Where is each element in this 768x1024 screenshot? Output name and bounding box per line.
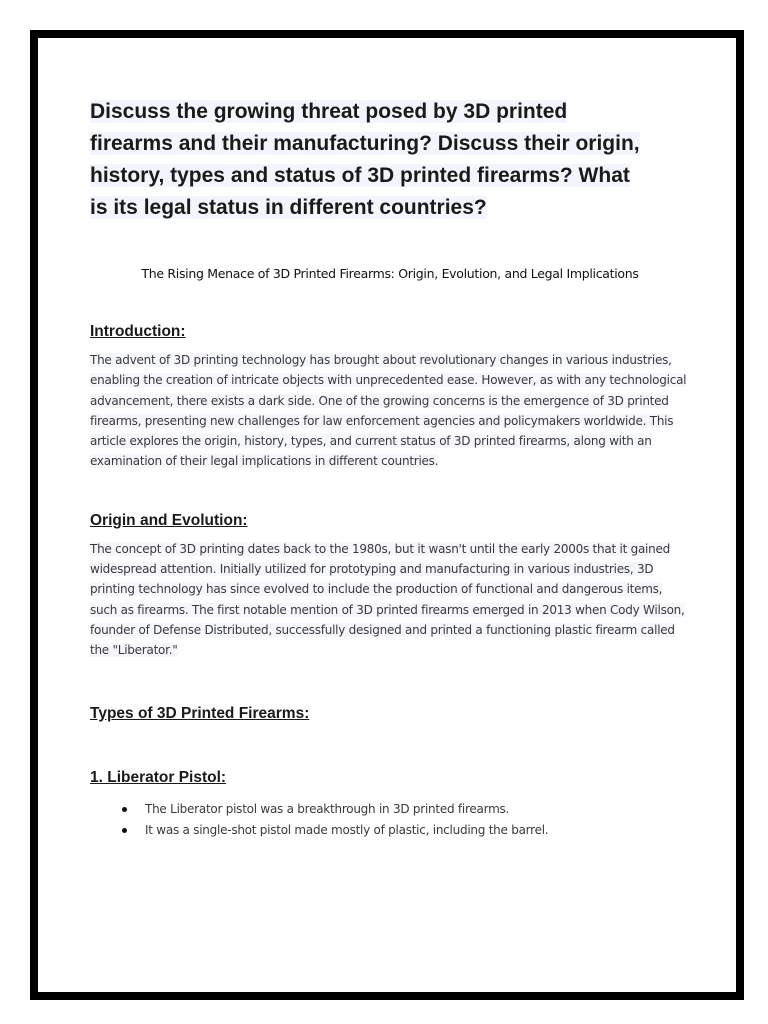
list-item [122, 820, 690, 841]
introduction-paragraph [90, 350, 690, 472]
liberator-heading: 1. Liberator Pistol: [90, 768, 227, 786]
document-title [90, 96, 650, 224]
document-content [90, 96, 690, 841]
origin-paragraph [90, 539, 690, 661]
introduction-heading: Introduction: [90, 323, 186, 340]
types-heading: Types of 3D Printed Firearms: [90, 704, 310, 722]
bullet-icon [122, 828, 127, 833]
list-item-text: The Liberator pistol was a breakthrough in 3D printed firearms. [145, 801, 510, 816]
document-subtitle: The Rising Menace of 3D Printed Firearms: Origin, Evolution, and Legal Implications [141, 266, 639, 281]
page-frame [30, 30, 744, 1000]
origin-text: The concept of 3D printing dates back to the 1980s, but it wasn't until the early 2000s that it gained widespread attention. Initially utilized for prototyping and manufacturing in various industries, 3D printing technology has since evolved to include the production of functional and dangerous items, such as firearms. The first notable mention of 3D printed firearms emerged in 2013 when Cody Wilson, founder of Defense Distributed, successfully designed and printed a functioning plastic firearm called the "Liberator." [90, 541, 685, 658]
introduction-text: The advent of 3D printing technology has brought about revolutionary changes in various industries, enabling the creation of intricate objects with unprecedented ease. However, as with any technological advancement, there exists a dark side. One of the growing concerns is the emergence of 3D printed firearms, presenting new challenges for law enforcement agencies and policymakers worldwide. This article explores the origin, history, types, and current status of 3D printed firearms, along with an examination of their legal implications in different countries. [90, 353, 687, 469]
bullet-icon [122, 807, 127, 812]
liberator-bullet-list [90, 799, 690, 841]
list-item-text: It was a single-shot pistol made mostly of plastic, including the barrel. [145, 822, 549, 837]
document-title-text: Discuss the growing threat posed by 3D printed firearms and their manufacturing? Discuss their origin, history, types and status of 3D printed firearms? What is its legal status in different countries? [90, 100, 640, 219]
origin-heading: Origin and Evolution: [90, 511, 248, 529]
list-item [122, 799, 690, 820]
